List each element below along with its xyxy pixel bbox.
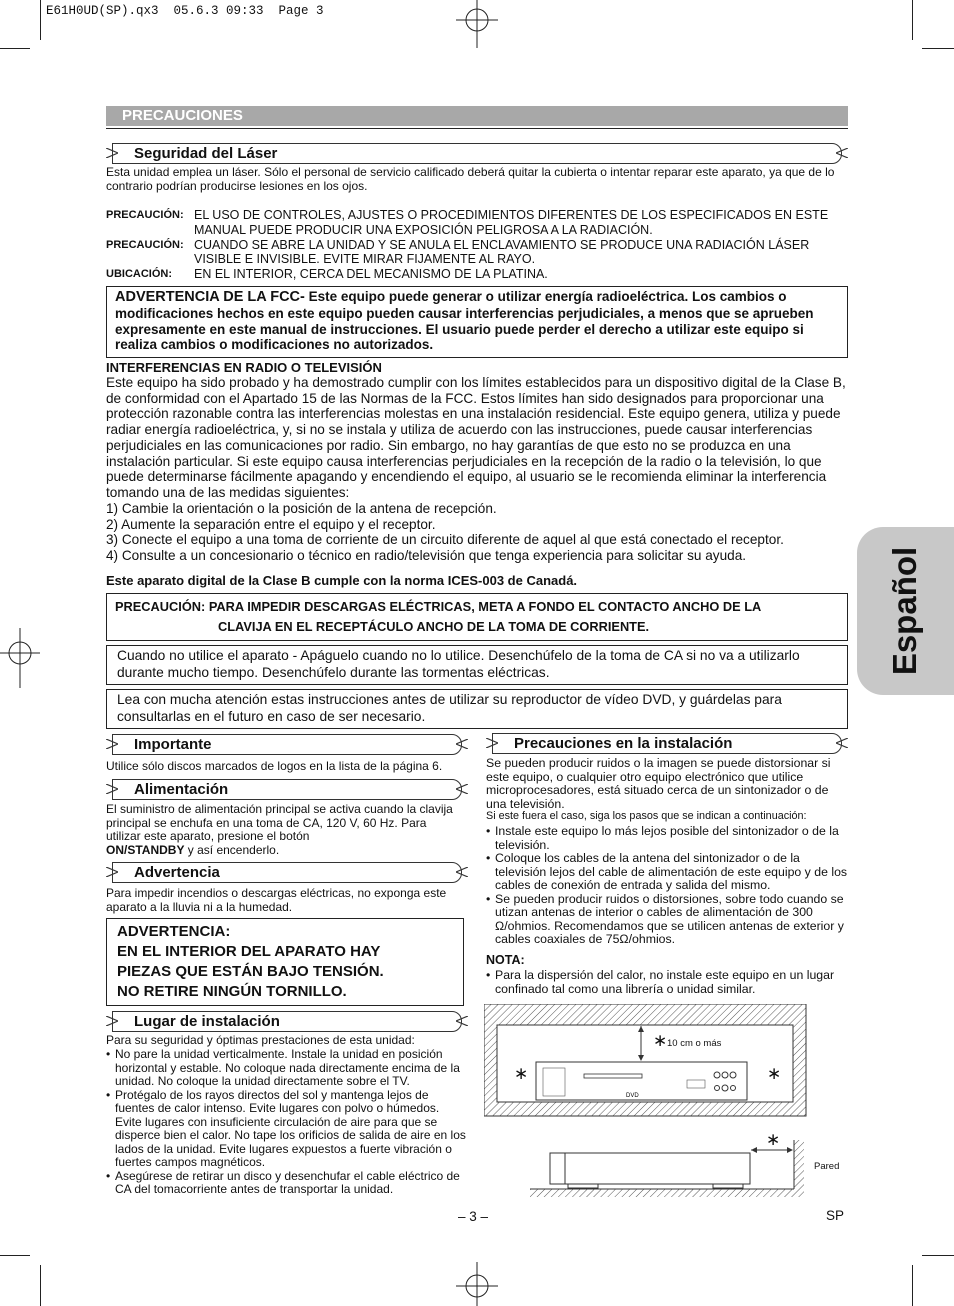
laser-intro: Esta unidad emplea un láser. Sólo el personal de servicio calificado deberá quitar la cubierta o intentar reparar este aparato, ya que de lo contrario podrían producirse lesiones en los ojos. <box>106 165 835 193</box>
asterisk-right: ∗ <box>767 1064 782 1083</box>
instalacion-title: Precauciones en la instalación <box>514 735 733 752</box>
asterisk-side: ∗ <box>766 1130 781 1149</box>
step-item: 4) Consulte a un concesionario o técnico en radio/televisión que tenga experiencia para solicitar su ayuda. <box>106 548 747 564</box>
interference-title: INTERFERENCIAS EN RADIO O TELEVISIÓN <box>106 360 382 375</box>
alimentacion-header <box>106 779 468 800</box>
registration-mark-left <box>0 628 42 688</box>
crop-mark <box>0 48 30 49</box>
step-item: 3) Conecte el equipo a una toma de corriente de un circuito diferente de aquel al que está conectado el receptor. <box>106 532 784 548</box>
laser-row: UBICACIÓN: EN EL INTERIOR, CERCA DEL MECANISMO DE LA PLATINA. <box>106 267 548 282</box>
registration-mark-top <box>452 0 502 50</box>
list-item: • Instale este equipo lo más lejos posible del sintonizador o de la televisión. <box>486 825 848 852</box>
alimentacion-text: El suministro de alimentación principal se activa cuando la clavija principal se enchufa en una toma de CA, 120 V, 60 Hz. Para utilizar este aparato, presione el botón ON/STANDBY y así encenderlo. <box>106 802 453 857</box>
list-item: • Se pueden producir ruidos o distorsiones, sobre todo cuando se utizan antenas de interior o cables de alimentación de 300 Ω/ohmios. Recomendamos que se utilicen antenas de exterior y cables coaxiales de 75Ω/ohmios. <box>486 893 848 947</box>
asterisk-top: ∗ <box>653 1031 668 1050</box>
fcc-lead: ADVERTENCIA DE LA FCC- <box>115 289 305 305</box>
shock-line-1: PRECAUCIÓN: PARA IMPEDIR DESCARGAS ELÉCTRICAS, META A FONDO EL CONTACTO ANCHO DE LA <box>115 599 762 614</box>
shock-line-2: CLAVIJA EN EL RECEPTÁCULO ANCHO DE LA TOMA DE CORRIENTE. <box>218 619 650 634</box>
list-item: • Protégalo de los rayos directos del sol y mantenga lejos de fuentes de calor intenso. Evite lugares con polvo o húmedos. Evite lugares con insuficiente circulación de aire para que se disperce bien el calor. No tape los orificios de salida de aire en los lados de la unidad. Evite lugares expuestos a fuerte vibración o fuertes campos magnéticos. <box>106 1089 466 1170</box>
laser-row: PRECAUCIÓN: CUANDO SE ABRE LA UNIDAD Y SE ANULA EL ENCLAVAMIENTO SE PRODUCE UNA RADIACIÓN LÁSER VISIBLE E INVISIBLE. EVITE MIRAR FIJAMENTE AL RAYO. <box>106 237 810 267</box>
fcc-text: Este equipo puede generar o utilizar energía radioeléctrica. Los cambios o modificaciones hechos en este equipo pueden causar interferencias perjudiciales, a menos que se aprueben expresamente en este manual de instrucciones. El usuario puede perder el derecho a utilizar este equipo si realiza cambios o modificaciones no autorizados. <box>115 289 814 353</box>
nota-list <box>486 969 848 996</box>
list-item: • No pare la unidad verticalmente. Instale la unidad en posición horizontal y estable. No coloque nada directamente encima de la unidad. No coloque la unidad directamente sobre el TV. <box>106 1048 466 1089</box>
lugar-intro: Para su seguridad y óptimas prestaciones de esta unidad: <box>106 1033 415 1047</box>
list-item: • Coloque los cables de la antena del sintonizador o de la televisión lejos del cable de alimentación de este equipo y de los cables de conexión de entrada y salida del mismo. <box>486 852 848 893</box>
clearance-label: 10 cm o más <box>667 1038 722 1049</box>
instalacion-list <box>486 825 848 947</box>
fcc-warning-box <box>106 286 848 358</box>
list-item: • Para la dispersión del calor, no instale este equipo en un lugar confinado tal como una librería o unidad similar. <box>486 969 848 996</box>
interference-steps <box>106 501 866 564</box>
laser-section-header <box>106 143 848 164</box>
laser-row: PRECAUCIÓN: EL USO DE CONTROLES, AJUSTES O PROCEDIMIENTOS DIFERENTES DE LOS ESPECIFICADOS EN ESTE MANUAL PUEDE PRODUCIR UNA EXPOSICIÓN PELIGROSA A LA RADIACIÓN. <box>106 208 829 237</box>
nota-title: NOTA: <box>486 953 525 967</box>
advertencia-text: Para impedir incendios o descargas eléctricas, no exponga este aparato a la lluvia ni a la humedad. <box>106 886 447 914</box>
laser-title: Seguridad del Láser <box>134 145 278 162</box>
banner-rule <box>106 128 848 129</box>
lugar-list <box>106 1048 466 1197</box>
page-number: – 3 – <box>458 1209 489 1224</box>
list-item: • Asegúrese de retirar un disco y desenchufar el cable eléctrico de CA del tomacorriente antes de transportar la unidad. <box>106 1170 466 1197</box>
crop-mark <box>40 0 41 40</box>
file-header: E61H0UD(SP).qx3 05.6.3 09:33 Page 3 <box>46 4 324 18</box>
shock-warning-box <box>106 593 848 641</box>
step-item: 2) Aumente la separación entre el equipo y el receptor. <box>106 516 436 532</box>
crop-mark <box>922 1255 954 1256</box>
svg-text:DVD: DVD <box>626 1093 639 1099</box>
unplug-box: Cuando no utilice el aparato - Apáguelo cuando no lo utilice. Desenchúfelo de la toma de CA si no va a utilizarlo durante mucho tiempo. Desenchúfelo durante las tormentas eléctricas. <box>106 645 848 685</box>
importante-header <box>106 734 468 755</box>
laser-rows <box>106 208 848 282</box>
lugar-header <box>106 1011 468 1032</box>
crop-mark <box>40 1265 41 1306</box>
advertencia-title: Advertencia <box>134 864 220 881</box>
live-parts-warning-box: ADVERTENCIA: EN EL INTERIOR DEL APARATO HAY PIEZAS QUE ESTÁN BAJO TENSIÓN. NO RETIRE NINGÚN TORNILLO. <box>106 918 464 1006</box>
language-tab <box>857 527 954 695</box>
advertencia-header <box>106 862 468 883</box>
wall-label: Pared <box>814 1161 840 1172</box>
step-item: 1) Cambie la orientación o la posición de la antena de recepción. <box>106 501 497 516</box>
on-standby-label: ON/STANDBY <box>106 842 185 857</box>
crop-mark <box>912 0 913 40</box>
read-instructions-box: Lea con mucha atención estas instrucciones antes de utilizar su reproductor de vídeo DVD, y guárdelas para consultarlas en el futuro en caso de ser necesario. <box>106 689 848 729</box>
banner-title: PRECAUCIONES <box>122 107 243 124</box>
clearance-diagram-front <box>484 1004 808 1118</box>
instalacion-note: Si este fuera el caso, siga los pasos que se indican a continuación: <box>486 810 807 822</box>
importante-title: Importante <box>134 736 212 753</box>
asterisk-left: ∗ <box>514 1064 529 1083</box>
importante-text: Utilice sólo discos marcados de logos en la lista de la página 6. <box>106 759 443 773</box>
registration-mark-bottom <box>452 1262 502 1306</box>
language-code: SP <box>826 1208 845 1223</box>
instalacion-intro: Se pueden producir ruidos o la imagen se puede distorsionar si este equipo, o cualquier otro equipo electrónico que utilice microprocesadores, está situado cerca de un sintonizador o de una televisión. <box>486 756 831 811</box>
crop-mark <box>0 1255 30 1256</box>
interference-text: Este equipo ha sido probado y ha demostrado cumplir con los límites establecidos para un dispositivo digital de la Clase B, de conformidad con el Apartado 15 de las Normas de la FCC. Estos límites han sido designados para proporcionar una protección razonable contra las interferencias molestas en una instalación residencial. Este equipo genera, utiliza y puede radiar energía radioeléctrica, y, si no se instala y utiliza de acuerdo con las instrucciones, puede causar interferencias perjudiciales en las comunicaciones por radio. Sin embargo, no hay garantías de que esto no se produzca en una instalación particular. Si este equipo causa interferencias perjudiciales en la recepción de la radio o la televisión, lo que puede determinarse fácilmente apagando y encendiendo el equipo, al usuario se le recomienda eliminar la interferencia tomando una de las medidas siguientes: <box>106 375 846 500</box>
canada-compliance: Este aparato digital de la Clase B cumple con la norma ICES-003 de Canadá. <box>106 573 578 588</box>
instalacion-header <box>486 733 848 754</box>
alimentacion-title: Alimentación <box>134 781 229 798</box>
lugar-title: Lugar de instalación <box>134 1013 280 1030</box>
crop-mark <box>912 1265 913 1306</box>
language-tab-label: Español <box>886 546 923 676</box>
crop-mark <box>922 48 954 49</box>
section-banner <box>106 106 848 126</box>
